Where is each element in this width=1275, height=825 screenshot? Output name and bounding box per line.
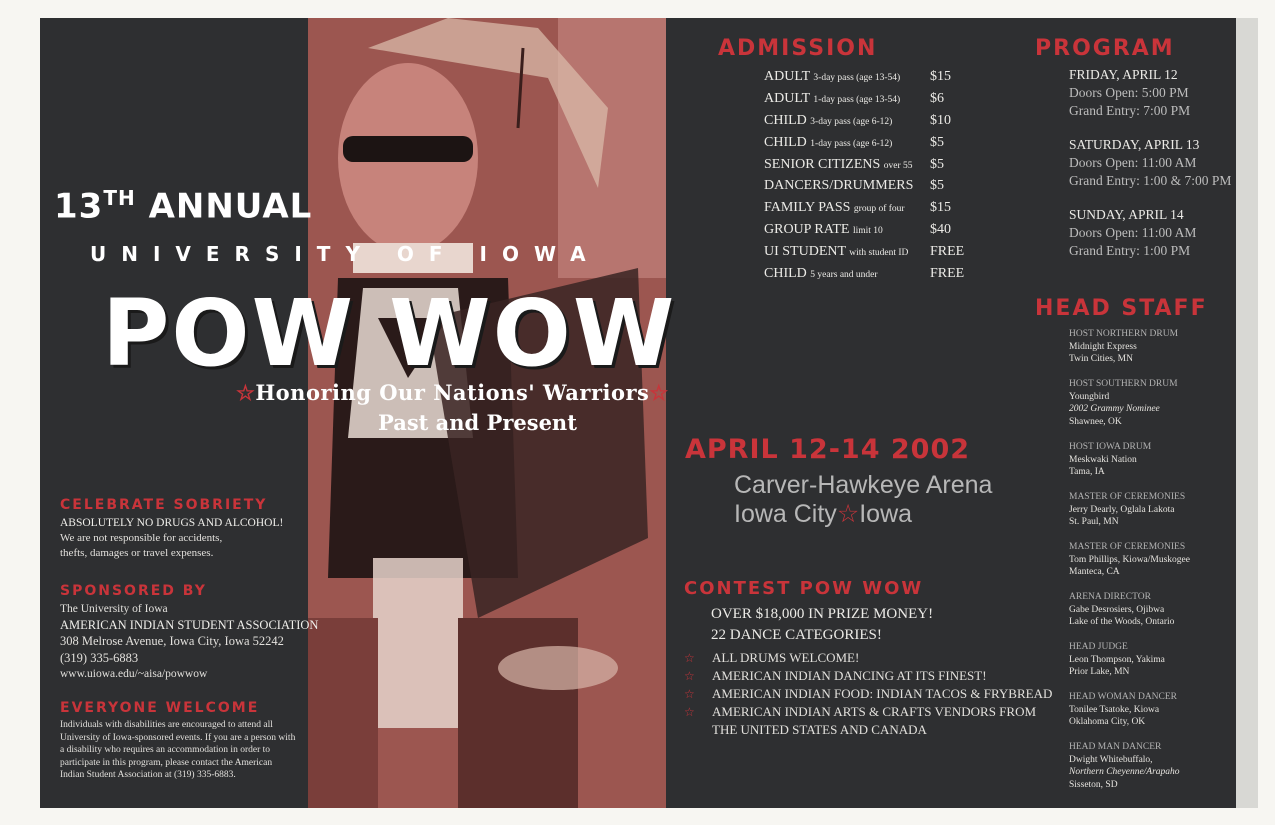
admission-type: ADULT (764, 90, 810, 106)
staff-detail: Dwight Whitebuffalo, (1069, 754, 1153, 765)
admission-label (764, 88, 930, 110)
contest-bullet (684, 721, 1052, 739)
contest-bullet-text: ALL DRUMS WELCOME! (712, 650, 860, 665)
admission-type: CHILD (764, 112, 807, 128)
staff-detail: Sisseton, SD (1069, 779, 1118, 790)
admission-price: $6 (930, 90, 944, 106)
staff-member (1069, 328, 1249, 366)
contest-bullet-text: AMERICAN INDIAN ARTS & CRAFTS VENDORS FROM (712, 704, 1037, 719)
staff-role: HOST SOUTHERN DRUM (1069, 379, 1178, 389)
sponsor-address: 308 Melrose Avenue, Iowa City, Iowa 52242 (60, 634, 284, 648)
staff-detail: Tonilee Tsatoke, Kiowa (1069, 704, 1160, 715)
admission-row (764, 175, 964, 197)
admission-label (764, 154, 930, 176)
fan (498, 646, 618, 690)
staff-role: HEAD JUDGE (1069, 642, 1128, 652)
head-staff-title: HEAD STAFF (1035, 296, 1208, 321)
admission-label (764, 197, 930, 219)
annual-word: ANNUAL (148, 186, 313, 227)
theme-line-2: Past and Present (378, 410, 577, 435)
admission-type: GROUP RATE (764, 222, 850, 238)
star-icon: ☆ (684, 687, 695, 701)
star-icon: ☆ (649, 380, 669, 405)
sobriety-disclaimer-1: We are not responsible for accidents, (60, 532, 223, 544)
prize-money: OVER $18,000 IN PRIZE MONEY! (711, 606, 934, 622)
staff-detail: Leon Thompson, Yakima (1069, 654, 1165, 665)
admission-type: UI STUDENT (764, 244, 846, 260)
star-icon: ☆ (836, 500, 860, 528)
admission-title: ADMISSION (718, 36, 878, 61)
admission-table (764, 66, 964, 285)
admission-row (764, 132, 964, 154)
staff-role: MASTER OF CEREMONIES (1069, 542, 1186, 552)
program-day-name: SATURDAY, APRIL 13 (1069, 137, 1200, 152)
admission-note: limit 10 (852, 226, 883, 237)
program-title: PROGRAM (1035, 36, 1175, 61)
sobriety-disclaimer-2: thefts, damages or travel expenses. (60, 546, 214, 559)
star-icon: ☆ (684, 651, 695, 665)
staff-role: HOST IOWA DRUM (1069, 442, 1152, 452)
theme-text: Honoring Our Nations' Warriors (255, 380, 650, 405)
admission-note: 3-day pass (age 6-12) (810, 116, 893, 127)
sponsor-university: The University of Iowa (60, 603, 168, 615)
staff-role: HOST NORTHERN DRUM (1069, 329, 1179, 339)
admission-label (764, 110, 930, 132)
staff-detail: St. Paul, MN (1069, 517, 1119, 527)
admission-row (764, 154, 964, 176)
staff-detail: Jerry Dearly, Oglala Lakota (1069, 504, 1175, 515)
admission-note: with student ID (849, 248, 909, 259)
program-day-name: FRIDAY, APRIL 12 (1069, 67, 1178, 82)
program-doors-open: Doors Open: 11:00 AM (1069, 225, 1197, 240)
contest-bullet-text: AMERICAN INDIAN DANCING AT ITS FINEST! (712, 668, 987, 683)
venue-name: Carver-Hawkeye Arena (734, 471, 993, 499)
sobriety-rule: ABSOLUTELY NO DRUGS AND ALCOHOL! (60, 517, 284, 529)
admission-label (764, 66, 930, 88)
sobriety-block (60, 516, 283, 560)
staff-detail: Gabe Desrosiers, Ojibwa (1069, 604, 1165, 615)
venue-city: Iowa City (734, 500, 837, 528)
welcome-text: Individuals with disabilities are encouraged to attend all (60, 720, 273, 730)
annual-heading (54, 186, 312, 226)
admission-row (764, 219, 964, 241)
contest-bullet (684, 685, 1052, 703)
staff-member (1069, 691, 1249, 729)
admission-price: $40 (930, 222, 951, 238)
admission-note: 5 years and under (810, 269, 878, 280)
staff-detail: Tama, IA (1069, 467, 1105, 477)
admission-row (764, 66, 964, 88)
venue (734, 471, 992, 529)
staff-detail: Oklahoma City, OK (1069, 717, 1146, 727)
admission-note: 1-day pass (age 6-12) (810, 138, 893, 149)
program-day (1069, 206, 1196, 260)
sponsor-organization: AMERICAN INDIAN STUDENT ASSOCIATION (60, 617, 319, 632)
contest-bullet (684, 667, 1052, 685)
event-date: APRIL 12-14 2002 (685, 434, 971, 465)
leggings (308, 618, 378, 808)
admission-price: $15 (930, 200, 951, 216)
welcome-title: EVERYONE WELCOME (60, 700, 260, 716)
admission-price: FREE (930, 244, 965, 260)
staff-role: MASTER OF CEREMONIES (1069, 492, 1186, 502)
staff-detail: Prior Lake, MN (1069, 667, 1130, 677)
program-doors-open: Doors Open: 5:00 PM (1069, 85, 1189, 100)
admission-note: over 55 (883, 160, 913, 171)
staff-member (1069, 378, 1249, 428)
contest-title: CONTEST POW WOW (684, 578, 924, 599)
fringe (373, 558, 463, 728)
admission-price: $5 (930, 134, 944, 150)
admission-row (764, 241, 964, 263)
admission-label (764, 132, 930, 154)
dance-categories: 22 DANCE CATEGORIES! (711, 627, 882, 643)
staff-role: HEAD WOMAN DANCER (1069, 692, 1178, 702)
program-grand-entry: Grand Entry: 1:00 PM (1069, 243, 1191, 258)
staff-detail: Lake of the Woods, Ontario (1069, 617, 1175, 627)
welcome-text: University of Iowa-sponsored events. If you are a person with (60, 732, 296, 743)
admission-type: ADULT (764, 68, 810, 84)
program-day (1069, 136, 1231, 190)
staff-detail: Manteca, CA (1069, 567, 1120, 577)
contest-bullet-text: THE UNITED STATES AND CANADA (712, 722, 927, 737)
staff-detail: Twin Cities, MN (1069, 354, 1133, 364)
admission-type: CHILD (764, 134, 807, 150)
staff-role: HEAD MAN DANCER (1069, 742, 1162, 752)
staff-member (1069, 641, 1249, 679)
poster (40, 18, 1258, 808)
staff-detail: Northern Cheyenne/Arapaho (1069, 767, 1180, 777)
admission-price: $5 (930, 156, 944, 172)
program-day (1069, 66, 1190, 120)
university-name: UNIVERSITY OF IOWA (90, 242, 601, 266)
sponsor-website[interactable]: www.uiowa.edu/~aisa/powwow (60, 668, 208, 680)
staff-detail: Tom Phillips, Kiowa/Muskogee (1069, 554, 1190, 565)
admission-row (764, 263, 964, 285)
staff-member (1069, 541, 1249, 579)
venue-state: Iowa (859, 500, 913, 528)
admission-label (764, 263, 930, 285)
face-paint-band (343, 136, 473, 162)
program-doors-open: Doors Open: 11:00 AM (1069, 155, 1197, 170)
staff-detail: Youngbird (1069, 391, 1110, 402)
program-day-name: SUNDAY, APRIL 14 (1069, 207, 1184, 222)
admission-label (764, 219, 930, 241)
staff-member (1069, 441, 1249, 479)
admission-type: DANCERS/DRUMMERS (764, 178, 914, 194)
admission-price: $5 (930, 178, 944, 194)
sponsor-title: SPONSORED BY (60, 583, 207, 599)
staff-detail: Meskwaki Nation (1069, 454, 1137, 465)
admission-label (764, 175, 930, 197)
contest-bullet-text: AMERICAN INDIAN FOOD: INDIAN TACOS & FRYBREAD (712, 686, 1053, 701)
sobriety-title: CELEBRATE SOBRIETY (60, 497, 268, 513)
admission-row (764, 197, 964, 219)
staff-detail: 2002 Grammy Nominee (1069, 404, 1160, 414)
admission-label (764, 241, 930, 263)
staff-member (1069, 591, 1249, 629)
contest-bullet (684, 649, 1052, 667)
staff-member (1069, 741, 1249, 791)
staff-detail: Midnight Express (1069, 341, 1137, 352)
admission-type: CHILD (764, 265, 807, 281)
staff-role: ARENA DIRECTOR (1069, 592, 1151, 602)
star-icon: ☆ (236, 380, 256, 405)
admission-row (764, 110, 964, 132)
sponsor-phone: (319) 335-6883 (60, 650, 139, 665)
staff-member (1069, 491, 1249, 529)
welcome-text: a disability who requires an accommodation in order to (60, 745, 270, 755)
staff-detail: Shawnee, OK (1069, 416, 1122, 427)
contest-highlights (711, 604, 933, 646)
program-grand-entry: Grand Entry: 1:00 & 7:00 PM (1069, 173, 1232, 188)
admission-type: FAMILY PASS (764, 200, 851, 216)
admission-price: FREE (930, 265, 965, 281)
star-icon: ☆ (684, 705, 695, 719)
admission-price: $10 (930, 112, 951, 128)
admission-note: 3-day pass (age 13-54) (813, 72, 901, 83)
sponsor-block (60, 602, 318, 682)
welcome-block (60, 719, 295, 782)
admission-type: SENIOR CITIZENS (764, 156, 881, 172)
annual-suffix: TH (103, 186, 136, 210)
star-icon: ☆ (684, 669, 695, 683)
event-title: POW WOW (102, 280, 677, 387)
admission-note: 1-day pass (age 13-54) (813, 94, 901, 105)
program-grand-entry: Grand Entry: 7:00 PM (1069, 103, 1191, 118)
admission-price: $15 (930, 68, 951, 84)
venue-city-line (734, 500, 992, 529)
annual-number: 13 (54, 186, 104, 227)
contest-bullets (684, 649, 1052, 739)
admission-note: group of four (853, 204, 905, 215)
admission-row (764, 88, 964, 110)
photo-bg-light (558, 18, 666, 278)
welcome-text: participate in this program, please contact the American (60, 757, 273, 768)
contest-bullet (684, 703, 1052, 721)
welcome-text: Indian Student Association at (319) 335-6883. (60, 770, 236, 780)
theme-line-1 (236, 380, 669, 405)
